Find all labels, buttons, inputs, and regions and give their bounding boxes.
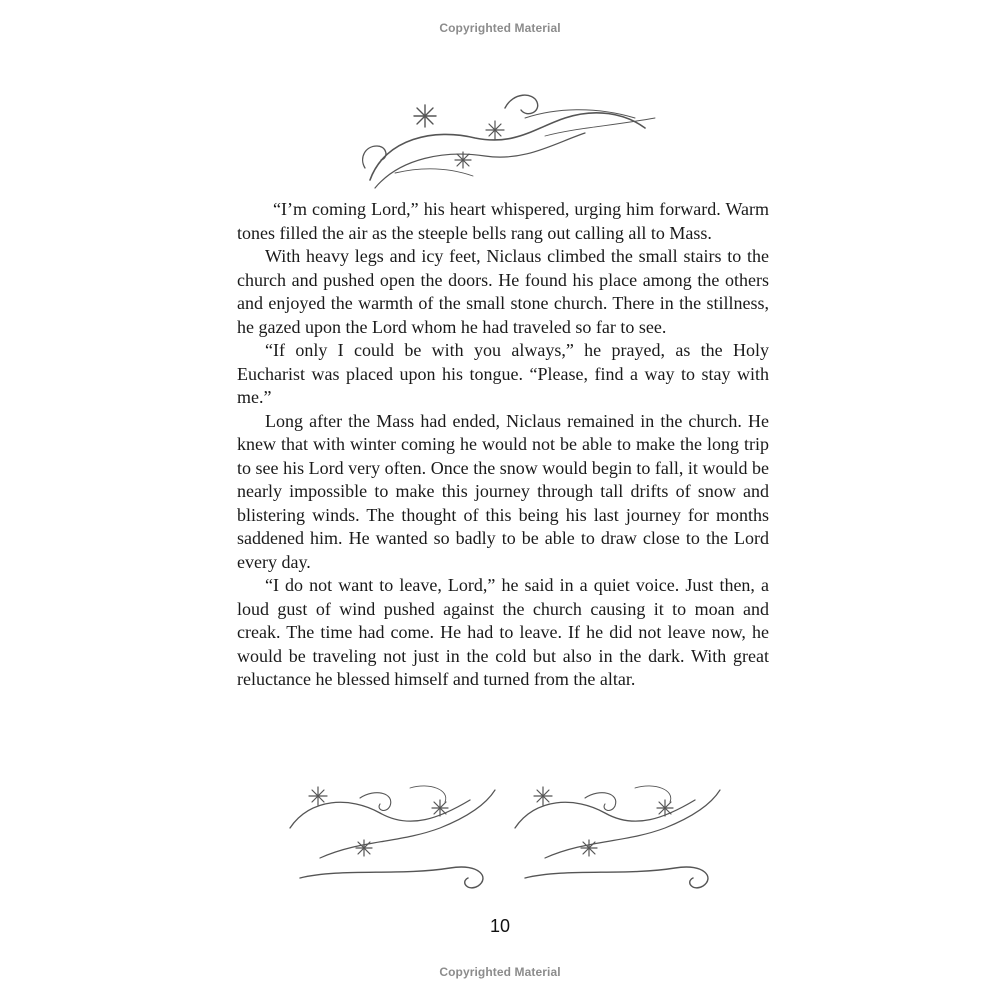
swirl-snowflake-ornament-top [355,88,665,200]
story-paragraph: Long after the Mass had ended, Niclaus remained in the church. He knew that with winter coming he would not be able to make the long trip to see his Lord very often. Once the snow would begin to fall, it would be nearly impossible to make this journey through tall drifts of snow and blistering winds. The thought of this being his last journey for months saddened him. He wanted so badly to be able to draw close to the Lord every day. [237,410,769,572]
story-paragraph: “If only I could be with you always,” he prayed, as the Holy Eucharist was placed upon his tongue. “Please, find a way to stay with me.” [237,340,769,407]
swirl-snowflake-ornament-bottom-left [280,768,500,898]
copyright-footer: Copyrighted Material [439,965,561,979]
story-paragraph: “I’m coming Lord,” his heart whispered, urging him forward. Warm tones filled the air as the steeple bells rang out calling all to Mass. [237,199,769,243]
swirl-snowflake-ornament-bottom-right [505,768,725,898]
story-paragraph: “I do not want to leave, Lord,” he said in a quiet voice. Just then, a loud gust of wind pushed against the church causing it to moan and creak. The time had come. He had to leave. If he did not leave now, he would be traveling not just in the cold but also in the dark. With great reluctance he blessed himself and turned from the altar. [237,575,769,689]
story-paragraph: With heavy legs and icy feet, Niclaus climbed the small stairs to the church and pushed open the doors. He found his place among the others and enjoyed the warmth of the small stone church. There in the stillness, he gazed upon the Lord whom he had traveled so far to see. [237,246,769,337]
page-number: 10 [489,916,511,936]
copyright-header: Copyrighted Material [439,21,561,35]
story-text [237,198,769,692]
